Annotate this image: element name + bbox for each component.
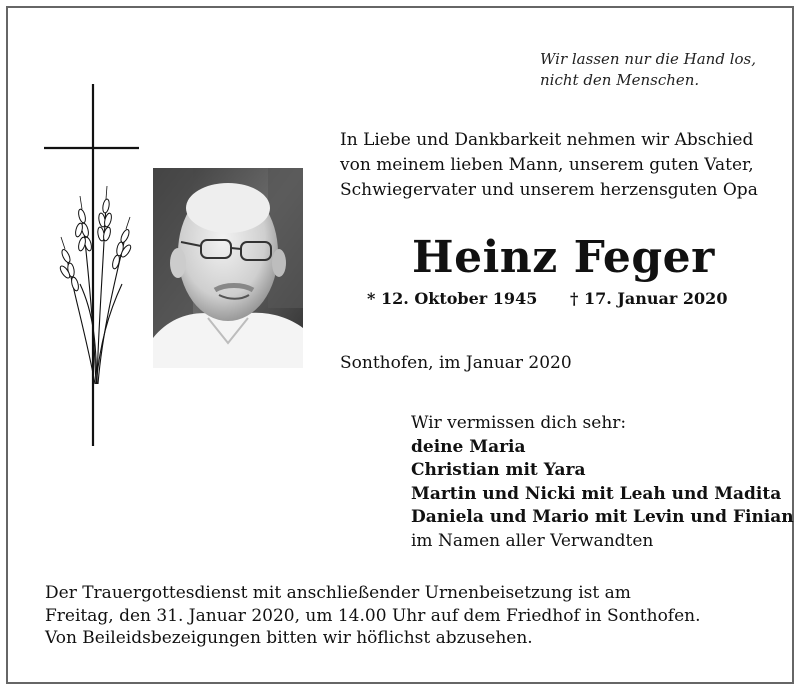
place-and-date: Sonthofen, im Januar 2020 [340, 353, 572, 373]
mourners-heading: Wir vermissen dich sehr: [411, 413, 627, 433]
portrait-photo [153, 168, 303, 368]
cross-with-wheat-icon [44, 84, 144, 446]
motto-line: nicht den Menschen. [540, 71, 700, 89]
funeral-service-info [45, 582, 701, 650]
intro-line: von meinem lieben Mann, unserem guten Vater, [340, 155, 754, 175]
mourners-closing: im Namen aller Verwandten [411, 530, 654, 551]
birth-date: * 12. Oktober 1945 [367, 289, 538, 308]
intro-line: In Liebe und Dankbarkeit nehmen wir Abschied [340, 130, 754, 150]
motto-line: Wir lassen nur die Hand los, [540, 50, 756, 68]
mourner-name: Martin und Nicki mit Leah und Madita [411, 483, 782, 504]
deceased-name: Heinz Feger [412, 232, 715, 283]
mourner-name: Daniela und Mario mit Levin und Finian [411, 507, 794, 527]
death-date: † 17. Januar 2020 [570, 289, 728, 308]
farewell-intro [340, 128, 758, 203]
mourner-name: Christian mit Yara [411, 460, 586, 480]
intro-line: Schwiegervater und unserem herzensguten Opa [340, 180, 758, 200]
motto-quote [540, 49, 756, 91]
mourner-name: deine Maria [411, 436, 526, 457]
service-line: Freitag, den 31. Januar 2020, um 14.00 Uhr auf dem Friedhof in Sonthofen. [45, 605, 701, 626]
service-line: Von Beileidsbezeigungen bitten wir höflichst abzusehen. [45, 628, 533, 648]
mourners-list [411, 412, 794, 553]
service-line: Der Trauergottesdienst mit anschließender Urnenbeisetzung ist am [45, 583, 631, 603]
